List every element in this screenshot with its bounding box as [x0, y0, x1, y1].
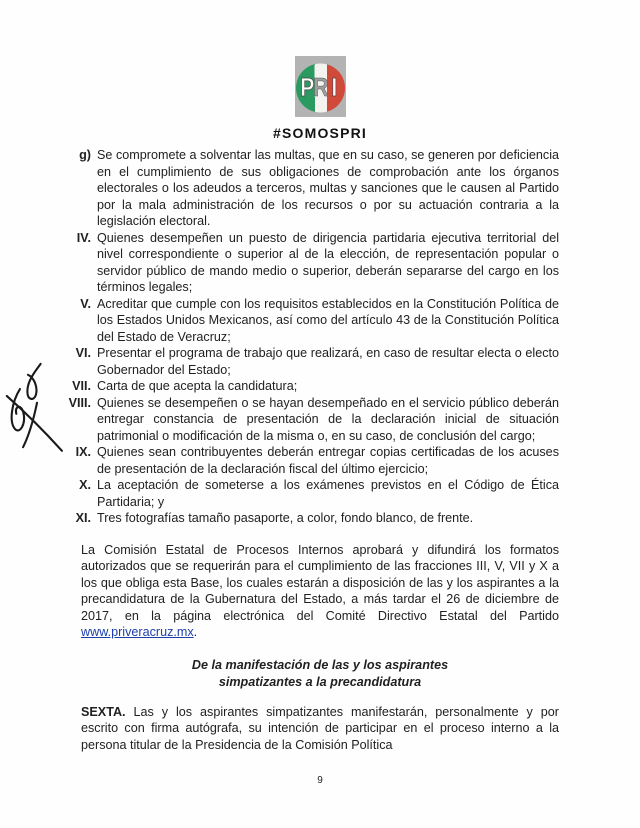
- list-item-text: Quienes sean contribuyentes deberán entregar copias certificadas de los acuses de presentación de la declaración fiscal del último ejercicio;: [97, 445, 559, 476]
- list-item-vi: [47, 345, 559, 378]
- logo-letter-r: R: [312, 73, 329, 103]
- list-item-text: La aceptación de someterse a los exámenes previstos en el Código de Ética Partidaria; y: [97, 478, 559, 509]
- list-marker: X.: [79, 478, 91, 492]
- list-item-text: Acreditar que cumple con los requisitos establecidos en la Constitución Política de los Estados Unidos Mexicanos, así como del artículo 43 de la Constitución Política del Estado de Veracruz;: [97, 296, 559, 344]
- list-marker: g): [79, 148, 91, 162]
- list-item-g: [47, 147, 559, 230]
- priveracruz-link[interactable]: www.priveracruz.mx: [81, 625, 194, 639]
- list-marker: IX.: [75, 445, 91, 459]
- paragraph-text: Las y los aspirantes simpatizantes manifestarán, personalmente y por escrito con firma autógrafa, su intención de participar en el proceso interno a la persona titular de la Presidencia de la Comisión Política: [81, 704, 559, 752]
- list-marker: VIII.: [68, 395, 91, 410]
- list-item-text: Se compromete a solventar las multas, que en su caso, se generen por deficiencia en el cumplimiento de sus obligaciones de comprobación ante los órganos electorales o los adeudos a terceros, multas y sanciones que le causen al Partido por la mala administración de los recursos o por su actuación contraria a la legislación electoral.: [97, 148, 559, 228]
- paragraph-text: .: [193, 625, 198, 639]
- section-heading-line2: simpatizantes a la precandidatura: [218, 674, 422, 689]
- list-item-text: Carta de que acepta la candidatura;: [97, 379, 298, 393]
- paragraph-formats: [81, 542, 559, 641]
- list-item-v: [47, 296, 559, 346]
- section-heading: [81, 657, 559, 691]
- section-heading-line1: De la manifestación de las y los aspirantes: [191, 657, 449, 672]
- document-header: [0, 56, 640, 141]
- list-item-text: Quienes desempeñen un puesto de dirigencia partidaria ejecutiva territorial del nivel correspondiente o superior al de la elección, de representación popular o servidor público de mando medio o superior, deberán separarse del cargo en los términos legales;: [97, 230, 559, 294]
- list-item-xi: [47, 510, 559, 527]
- paragraph-text: La Comisión Estatal de Procesos Internos aprobará y difundirá los formatos autorizados que se requerirán para el cumplimiento de las fracciones III, V, VII y X a los que obliga esta Base, los cuales estarán a disposición de las y los aspirantes a la precandidatura de la Gubernatura del Estado, a más tardar el 26 de diciembre de 2017, en la página electrónica del Comité Directivo Estatal del Partido: [81, 542, 559, 623]
- list-item-text: Tres fotografías tamaño pasaporte, a color, fondo blanco, de frente.: [97, 511, 474, 525]
- list-item-iv: [47, 230, 559, 296]
- list-item-text: Presentar el programa de trabajo que realizará, en caso de resultar electa o electo Gobernador del Estado;: [97, 346, 559, 377]
- list-marker: XI.: [75, 511, 91, 525]
- list-marker: V.: [80, 296, 91, 311]
- list-item-x: [47, 477, 559, 510]
- list-item-vii: [47, 378, 559, 395]
- list-item-ix: [47, 444, 559, 477]
- logo-letter-p: P: [299, 73, 314, 103]
- clause-label-sexta: SEXTA.: [81, 704, 126, 719]
- logo-letter-i: I: [330, 73, 337, 103]
- list-item-viii: [47, 395, 559, 445]
- list-marker: IV.: [76, 230, 91, 245]
- hashtag-somospri: #SOMOSPRI: [272, 125, 368, 141]
- page-number: 9: [317, 775, 323, 786]
- list-marker: VI.: [75, 346, 91, 360]
- document-body: [68, 147, 559, 753]
- pri-logo-icon: [295, 56, 346, 117]
- list-item-text: Quienes se desempeñen o se hayan desempeñado en el servicio público deberán entregar constancia de presentación de la declaración inicial de situación patrimonial o modificación de la misma o, en su caso, de conclusión del cargo;: [97, 395, 559, 443]
- paragraph-sexta: [81, 704, 559, 754]
- list-marker: VII.: [72, 379, 91, 393]
